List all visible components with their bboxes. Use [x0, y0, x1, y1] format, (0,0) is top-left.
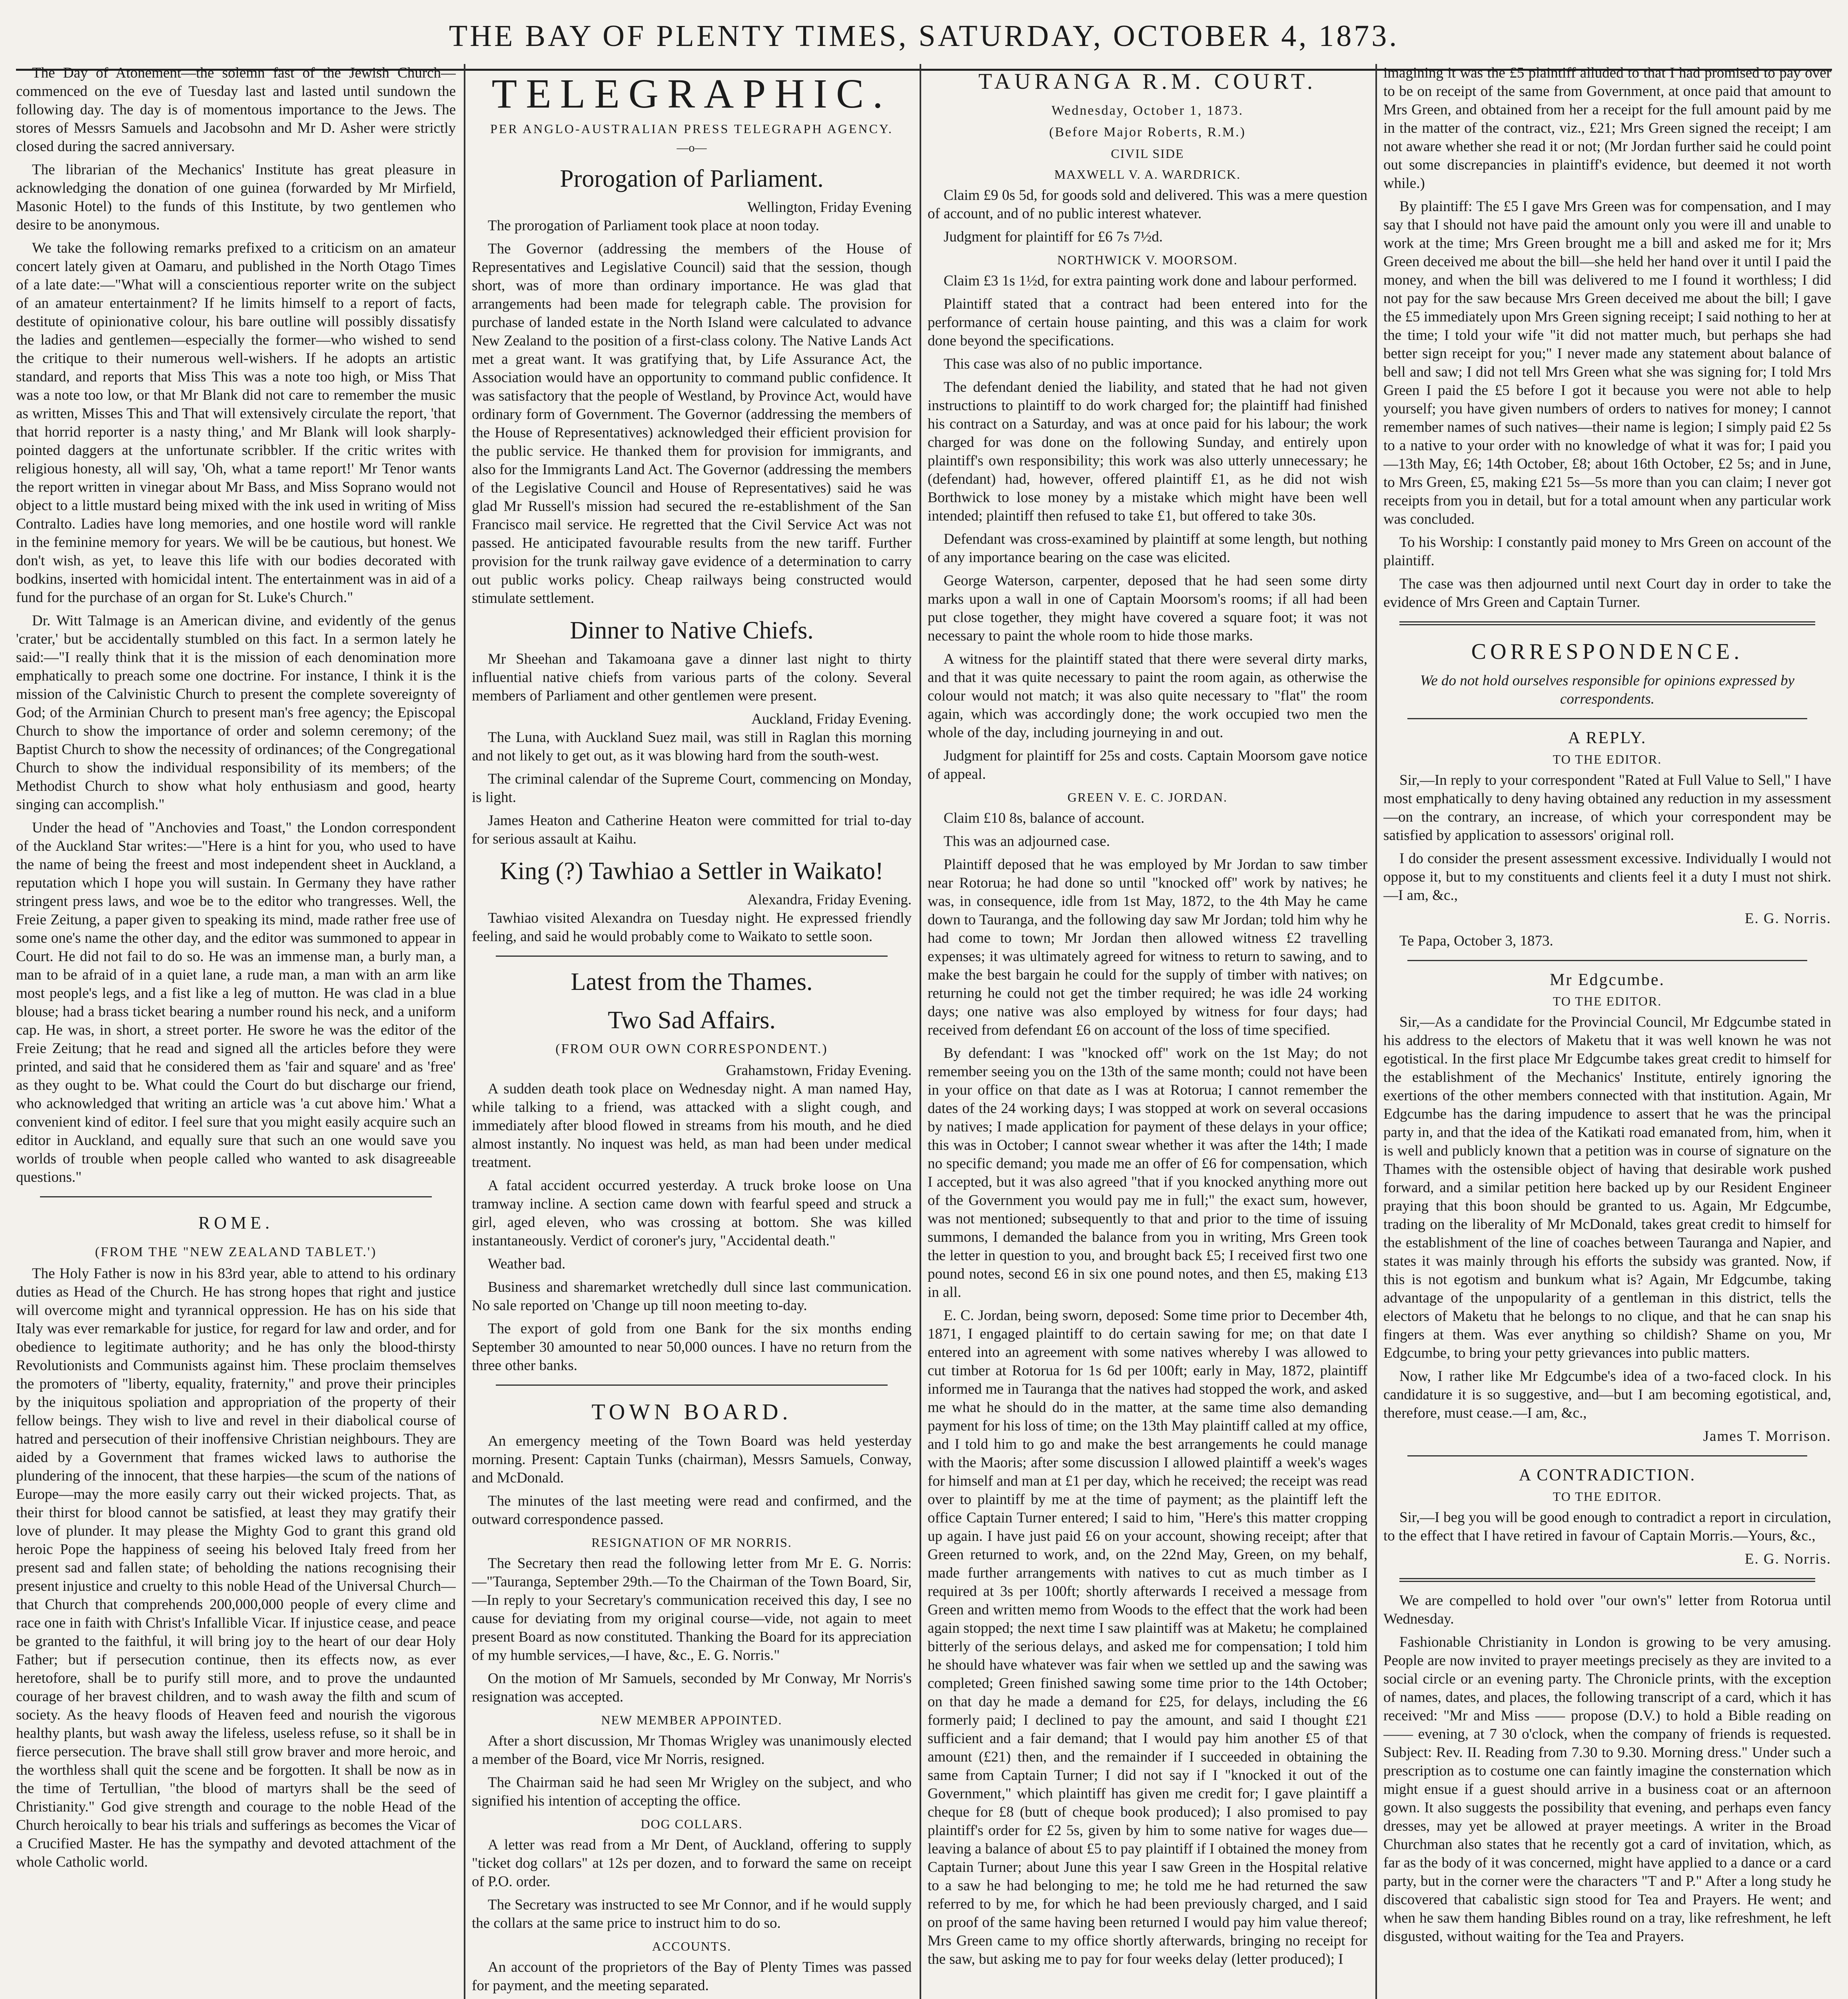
rome-source: (FROM THE "NEW ZEALAND TABLET.')	[95, 1245, 377, 1259]
court-continued-paragraph: By plaintiff: The £5 I gave Mrs Green was for compensation, and I may say that I should not have paid the amount only you were ill and unable to work at the time; Mrs Green brought me a bill and asked me for it; Mrs Green deceived me about the bill—she held her hand over it until I paid the money, and when the bill was delivered to me I found it worthless; I did not pay for the saw because Mrs Green deceived me about the bill; I gave the £5 immediately upon Mrs Green signing receipt; I said nothing to her at the time; I told your wife "it did not matter much, but perhaps she had better sign receipt for you;" I never made any statement about balance of bell and saw; I did not tell Mrs Green what she was signing for; I told Mrs Green I paid the £5 before I got it because you were not able to help yourself; you have given numbers of orders to natives for money; I cannot remember names of such natives—their name is legion; I simply paid £2 5s to a native to your order with no knowledge of what it was for; I paid you—13th May, £6; 14th October, £8; about 16th October, £2 5s; and in June, to Mrs Green, £5, making £21 5s—5s more than you can claim; I never got receipts from you in detail, but for a total amount when any particular work was concluded.	[1383, 198, 1831, 527]
column-rule-3	[1375, 64, 1377, 1999]
board-paragraph: An account of the proprietors of the Bay of Plenty Times was passed for payment, and the meeting separated.	[472, 1959, 912, 1994]
court-paragraph: This case was also of no public importance.	[944, 356, 1203, 372]
court-paragraph: Claim £10 8s, balance of account.	[944, 810, 1145, 826]
court-paragraph: This was an adjourned case.	[944, 833, 1110, 850]
tele-paragraph: Mr Sheehan and Takamoana gave a dinner last night to thirty influential native chiefs from various parts of the colony. Several members of Parliament and other gentlemen were present.	[472, 651, 912, 704]
letter-heading-edgcumbe: Mr Edgcumbe.	[1550, 971, 1665, 989]
town-board-heading: TOWN BOARD.	[591, 1400, 792, 1424]
signature: James T. Morrison.	[1703, 1428, 1831, 1444]
column-1	[16, 64, 456, 1999]
rome-paragraph: The Holy Father is now in his 83rd year, able to attend to his ordinary duties as Head of the Church. He has strong hopes that right and justice will overcome might and tyrannical oppression. He has on his side that Italy was ever remarkable for justice, for regard for law and order, and for obedience to legitimate authority; and he has only the blood-thirsty Revolutionists and Communists against him. These proclaim themselves the promoters of "liberty, equality, fraternity," and prove their principles by the iniquitous spoliation and appropriation of the property of their fellow beings. They wish to live and revel in their diabolical course of hatred and persecution of their inoffensive Christian neighbours. They are aided by a Government that frames wicked laws to authorise the plundering of the innocent, that these harpies—the scum of the nations of Europe—may the more easily carry out their wicked projects. That, as their thirst for blood cannot be satisfied, at least they may gratify their love of plunder. It may please the Mighty God to grant this grand old heroic Pope the happiness of seeing his beloved Italy freed from her present sad and fallen state; of beholding the nations recognising their present injustice and cruelty to this noble Head of the Universal Church—that Church that comprehends 200,000,000 people of every clime and race one in faith with Christ's Infallible Vicar. If injustice cease, and peace be granted to the faithful, it will bring joy to the heart of our dear Holy Father; but if persecution continue, then its effects now, as ever heretofore, shall be to purify still more, and to prove the undaunted courage of her bravest children, and to wash away the filth and scum of society. As the heavy floods of Heaven feed and nourish the vigorous healthy plants, but wash away the lifeless, useless refuse, so it shall be in fierce persecution. The brave shall still grow braver and more heroic, and the worthless shall quit the scene and be forgotten. It shall be now as in the time of Tertullian, "the blood of martyrs shall be the seed of Christianity." God give strength and courage to the noble Head of the Church heroically to bear his trials and sufferings as becomes the Vicar of a Crucified Master. He has the sympathy and devoted attachment of the whole Catholic world.	[16, 1265, 456, 1870]
separator	[40, 1196, 432, 1197]
correspondent-source: (FROM OUR OWN CORRESPONDENT.)	[555, 1041, 828, 1056]
thames-paragraph: Weather bad.	[488, 1256, 566, 1272]
subhead-accounts: ACCOUNTS.	[652, 1939, 732, 1953]
tawhiao-heading: King (?) Tawhiao a Settler in Waikato!	[500, 858, 884, 885]
agency-line: PER ANGLO-AUSTRALIAN PRESS TELEGRAPH AGENCY.	[490, 122, 893, 136]
to-the-editor: TO THE EDITOR.	[1553, 994, 1662, 1008]
letter-place: Te Papa, October 3, 1873.	[1399, 933, 1553, 949]
tele-paragraph: Tawhiao visited Alexandra on Tuesday night. He expressed friendly feeling, and said he would probably come to Waikato to settle soon.	[472, 910, 912, 945]
tele-paragraph: The Luna, with Auckland Suez mail, was still in Raglan this morning and not likely to get out, as it was blowing hard from the south-west.	[472, 729, 912, 764]
concert-paragraph: We take the following remarks prefixed to a criticism on an amateur concert lately given at Oamaru, and published in the North Otago Times of a late date:—"What will a conscientious reporter write on the subject of an amateur entertainment? If he limits himself to a report of facts, destitute of opinionative colour, his bare outline will possibly dissatisfy the ladies and gentlemen—especially the former—who wished to send the critique to their numerous well-wishers. If he adopts an artistic standard, and reports that Miss This was a note too high, or Miss That was a note too low, or that Mr Blank did not care to remember the music as written, Misses This and That will extensively circulate the report, 'that that horrid reporter is a nasty thing,' and Mr Blank will look sharply-pointed daggers at the unfortunate scribbler. If the critic writes with religious honesty, all will say, 'Oh, what a tame report!' Mr Tenor wants the report written in vinegar about Mr Bass, and Miss Soprano would not object to a little mustard being mixed with the ink used in writing of Miss Contralto. Ladies have long memories, and one hostile word will rankle in the feminine memory for years. We will be be cautious, but honest. We don't wish, as yet, to leave this life with our bodies decorated with bodkins, inserted with homicidal intent. The entertainment was in aid of a fund for the purchase of an organ for St. Luke's Church."	[16, 240, 456, 606]
separator	[1407, 1455, 1807, 1456]
column-4	[1383, 64, 1831, 1999]
court-continued-paragraph: The case was then adjourned until next Court day in order to take the evidence of Mrs Green and Captain Turner.	[1383, 576, 1831, 610]
court-paragraph: By defendant: I was "knocked off" work on the 1st May; do not remember seeing you on the 13th of the same month; could not have been in your office on that date as I was at Rotorua; I cannot remember the dates of the 24 working days; I was stopped at work on several occasions by natives; I made application for payment of these delays in your office; this was in October; I cannot swear whether it was after the 14th; I made no specific demand; you made me an offer of £6 for compensation, which I accepted, but it was also agreed "that if you knocked anything more out of the Government you would pay me in full;" the exact sum, however, was not mentioned; subsequently to that and prior to the time of issuing summons, I demanded the balance from you in writing, Mrs Green took the letter in question to you, and brought back £5; I received first two one pound notes, second £6 in six one pound notes, and then £5, making £13 in all.	[928, 1045, 1367, 1301]
librarian-paragraph: The librarian of the Mechanics' Institute has great pleasure in acknowledging the donation of one guinea (forwarded by Mr Mirfield, Masonic Hotel) to the funds of this Institute, by two gentlemen who desire to be anonymous.	[16, 162, 456, 233]
board-paragraph: On the motion of Mr Samuels, seconded by Mr Conway, Mr Norris's resignation was accepted.	[472, 1670, 912, 1705]
court-paragraph: Claim £3 1s 1½d, for extra painting work done and labour performed.	[944, 273, 1357, 289]
dateline-alexandra: Alexandra, Friday Evening.	[747, 892, 912, 908]
tele-paragraph: The criminal calendar of the Supreme Court, commencing on Monday, is light.	[472, 771, 912, 806]
signature: E. G. Norris.	[1744, 910, 1831, 927]
thames-paragraph: A fatal accident occurred yesterday. A truck broke loose on Una tramway incline. A section came down with fearful speed and struck a girl, aged eleven, who was crossing at bottom. She was killed instantaneously. Verdict of coroner's jury, "Accidental death."	[472, 1177, 912, 1249]
news-paragraph: We are compelled to hold over "our own's" letter from Rotorua until Wednesday.	[1383, 1592, 1831, 1627]
board-paragraph: An emergency meeting of the Town Board was held yesterday morning. Present: Captain Tunks (chairman), Messrs Samuels, Conway, and McDonald.	[472, 1433, 912, 1486]
court-continued-paragraph: To his Worship: I constantly paid money to Mrs Green on account of the plaintiff.	[1383, 534, 1831, 569]
court-paragraph: The defendant denied the liability, and stated that he had not given instructions to plaintiff to do work charged for; the plaintiff had finished his contract on a Saturday, and was at once paid for his labour; the work charged for was done on the following Sunday, and entirely upon plaintiff's own responsibility; this work was also utterly unnecessary; he (defendant) had, however, offered plaintiff £1, as he did not wish Borthwick to lose money by a mistake which might have been well intended; plaintiff then refused to take £1, but offered to take 30s.	[928, 379, 1367, 524]
prorogation-heading: Prorogation of Parliament.	[560, 165, 824, 192]
dinner-heading: Dinner to Native Chiefs.	[570, 617, 814, 644]
tele-paragraph: The Governor (addressing the members of the House of Representatives and Legislative Council) said that the session, though short, was of more than ordinary importance. He was glad that arrangements had been made for telegraph cable. The provision for purchase of landed estate in the North Island were calculated to advance New Zealand to the position of a first-class colony. The Native Lands Act met a great want. It was gratifying that, by Life Assurance Act, the Association would have an opportunity to command public confidence. It was satisfactory that the people of Westland, by Province Act, would have ordinary form of Government. The Governor (addressing the members of the House of Representatives) acknowledged their efficient provision for the public service. He thanked them for provision for immigrants, and also for the Immigrants Land Act. The Governor (addressing the members of the Legislative Council and House of Representatives) said he was glad Mr Russell's mission had secured the re-establishment of the San Francisco mail service. He regretted that the Civil Service Act was not passed. He anticipated favourable results from the new tariff. Further provision for the trunk railway gave evidence of a determination to carry out public works policy. Cheap railways being constructed would stimulate settlement.	[472, 241, 912, 606]
case-title: GREEN V. E. C. JORDAN.	[1067, 790, 1228, 804]
separator	[1407, 960, 1807, 961]
court-continued-paragraph: imagining it was the £5 plaintiff alluded to that I had promised to pay over to be on receipt of the same from Government, at once paid that amount to Mrs Green, and obtained from her a receipt for the full amount paid by me in the matter of the contract, viz., £21; Mrs Green signed the receipt; I am not aware whether she read it or not; (Mr Jordan further said he could point out some discrepancies in plaintiff's evidence, but deemed it not worth while.)	[1383, 65, 1831, 192]
civil-side: CIVIL SIDE	[1111, 146, 1184, 161]
court-paragraph: Claim £9 0s 5d, for goods sold and delivered. This was a mere question of account, and of no public interest whatever.	[928, 187, 1367, 222]
board-paragraph: After a short discussion, Mr Thomas Wrigley was unanimously elected a member of the Board, vice Mr Norris, resigned.	[472, 1733, 912, 1768]
subhead-dog-collars: DOG COLLARS.	[641, 1817, 743, 1831]
news-paragraph: Fashionable Christianity in London is growing to be very amusing. People are now invited to prayer meetings precisely as they are invited to a social circle or an evening party. The Chronicle prints, with the exception of names, dates, and places, the following transcript of a card, which it has received: "Mr and Miss —— propose (D.V.) to hold a Bible reading on —— evening, at 7 30 o'clock, when the company of friends is requested. Subject: Rev. II. Reading from 7.30 to 9.30. Morning dress." Under such a prescription as to costume one can faintly imagine the consternation which might ensue if a guest should arrive in a business coat or an afternoon gown. It also suggests the possibility that evening, and perhaps even fancy dresses, may yet be allowed at prayer meetings. A writer in the Broad Churchman also states that he recently got a card of invitation, which, as far as the body of it was concerned, might have applied to a dance or a card party, but in the corner were the characters "T and P." After a long study he discovered that cabalistic sign stood for Tea and Prayers. He went; and when he saw them handing Bibles round on a tray, like refreshment, he left disgusted, without waiting for the Tea and Prayers.	[1383, 1634, 1831, 1945]
letter-paragraph: I do consider the present assessment excessive. Individually I would not oppose it, but to my constituents and clients feel it a duty I must not shirk.—I am, &c.,	[1383, 850, 1831, 904]
thames-paragraph: Business and sharemarket wretchedly dull since last communication. No sale reported on 'Change up till noon meeting to-day.	[472, 1279, 912, 1314]
court-paragraph: Judgment for plaintiff for £6 7s 7½d.	[944, 229, 1163, 245]
column-3	[928, 64, 1367, 1999]
telegraphic-title: TELEGRAPHIC.	[491, 71, 892, 117]
to-the-editor: TO THE EDITOR.	[1553, 752, 1662, 766]
rome-heading: ROME.	[198, 1213, 274, 1233]
sad-affairs-heading: Two Sad Affairs.	[608, 1007, 776, 1034]
board-paragraph: A letter was read from a Mr Dent, of Auckland, offering to supply "ticket dog collars" at 12s per dozen, and to forward the same on receipt of P.O. order.	[472, 1837, 912, 1890]
thames-heading: Latest from the Thames.	[571, 968, 813, 996]
court-paragraph: Judgment for plaintiff for 25s and costs. Captain Moorsom gave notice of appeal.	[928, 748, 1367, 782]
court-paragraph: E. C. Jordan, being sworn, deposed: Some time prior to December 4th, 1871, I engaged plaintiff to do certain sawing for me; on that date I entered into an agreement with some natives whereby I was allowed to cut timber at Rotorua for 1s 6d per 100ft; early in May, 1872, plaintiff informed me in Tauranga that the natives had stopped the work, and asked me what he should do in the matter, at the same time also demanding payment for his loss of time; on the 13th May plaintiff called at my office, and I told him to go and make the best arrangements he could manage with the Maoris; after some discussion I allowed plaintiff a week's wages for himself and man at £1 per day, which he received; the receipt was read over to plaintiff by me at the time of payment; as the plaintiff left the office Captain Turner entered; I said to him, "Here's this matter cropping up again. I have just paid £6 on your account, showing receipt; after that Green returned to work, and, on the 22nd May, Green, on my behalf, made further arrangements with natives to cut as much timber as I required at 3s per 100ft; shortly afterwards I received a message from Green and written memo from Woods to the effect that the work had been again stopped; the next time I saw plaintiff was at Maketu; he complained bitterly of the serious delays, and asked me for compensation; I told him he should have whatever was fair when we settled up and the sawing was completed; Green finished sawing some time prior to the 14th October; on that day he made a demand for £25, for delays, including the £6 formerly paid; I declined to pay the amount, and said I thought £21 sufficient and a fair demand; that I would pay him another £5 of that amount (£21) then, and the remainder if I succeeded in obtaining the same from Captain Turner; I did not say if I "knocked it out of the Government," which plaintiff has given me credit for; I gave plaintiff a cheque for £8 (butt of cheque book produced); I also promised to pay plaintiff's order for £2 5s, given by him to some native for wages due—leaving a balance of about £5 to pay plaintiff if I obtained the money from Captain Turner; about June this year I saw Green in the Hospital relative to a saw he had belonging to me; he told me he had returned the saw referred to by me, for which he had been previously charged, and I said on proof of the same having been returned I would pay him value thereof; Mrs Green came to my office shortly afterwards, bringing no receipt for the saw, but asking me to pay for four weeks delay (letter produced); I	[928, 1307, 1367, 1967]
court-paragraph: Defendant was cross-examined by plaintiff at some length, but nothing of any importance bearing on the case was elicited.	[928, 531, 1367, 566]
masthead-title: THE BAY OF PLENTY TIMES, SATURDAY, OCTOBER 4, 1873.	[449, 19, 1399, 53]
board-paragraph: The minutes of the last meeting were read and confirmed, and the outward correspondence passed.	[472, 1493, 912, 1528]
board-paragraph: The Secretary was instructed to see Mr Connor, and if he would supply the collars at the same price to instruct him to do so.	[472, 1897, 912, 1931]
thames-paragraph: A sudden death took place on Wednesday night. A man named Hay, while talking to a friend, was attacked with a slight cough, and immediately after blood flowed in streams from his mouth, and he died almost instantly. No inquest was held, as man had been under medical treatment.	[472, 1081, 912, 1171]
double-rule	[1399, 621, 1815, 625]
letter-paragraph: Sir,—I beg you will be good enough to contradict a report in circulation, to the effect that I have retired in favour of Captain Morris.—Yours, &c.,	[1383, 1509, 1831, 1544]
case-title: MAXWELL V. A. WARDRICK.	[1054, 167, 1241, 182]
court-paragraph: George Waterson, carpenter, deposed that he had seen some dirty marks upon a wall in one of Captain Moorsom's rooms; if all had been put close together, they might have covered a square foot; it was not necessary to paint the whole room to hide those marks.	[928, 573, 1367, 644]
dateline-wellington: Wellington, Friday Evening	[747, 199, 912, 215]
talmage-paragraph: Dr. Witt Talmage is an American divine, and evidently of the genus 'crater,' but be accidentally stumbled on this fact. In a sermon lately he said:—"I really think that it is the mission of each denomination more emphatically to preach some one doctrine. For instance, I think it is the mission of the Calvinistic Church to present the complete sovereignty of God; of the Arminian Church to present man's free agency; the Episcopal Church to show the importance of order and solemn ceremony; of the Baptist Church to show the necessity of ordinances; of the Congregational Church to show the individual responsibility of its members; of the Methodist Church to show what holy enthusiasm and good, hearty singing can accomplish."	[16, 612, 456, 813]
dateline-grahamstown: Grahamstown, Friday Evening.	[726, 1062, 912, 1079]
subhead-resignation: RESIGNATION OF MR NORRIS.	[591, 1535, 792, 1550]
letter-heading-contradiction: A CONTRADICTION.	[1519, 1466, 1696, 1484]
board-paragraph: The Chairman said he had seen Mr Wrigley on the subject, and who signified his intention of accepting the office.	[472, 1774, 912, 1809]
letter-heading-reply: A REPLY.	[1568, 729, 1647, 747]
letter-paragraph: Sir,—In reply to your correspondent "Rated at Full Value to Sell," I have most emphatically to deny having obtained any reduction in my assessment—on the contrary, an increase, of which your correspondent may be satisfied by application to assessors' original roll.	[1383, 772, 1831, 844]
column-rule-1	[464, 64, 465, 1999]
case-title: NORTHWICK V. MOORSOM.	[1057, 253, 1238, 267]
court-paragraph: Plaintiff deposed that he was employed by Mr Jordan to saw timber near Rotorua; he had done so until "knocked off" work by natives; he was, in consequence, idle from 1st May, 1872, to the 4th May he came down to Tauranga, and the following day saw Mr Jordan; told him why he had come to town; Mr Jordan then allowed witness £2 travelling expenses; it was ultimately agreed for witness to return to sawing, and to make the best bargain he could for the supply of timber with natives; on returning he could not get the timber required; he was idle 24 working days; one native was also employed by witness for four days; had received from defendant £6 on account of the loss of time specified.	[928, 856, 1367, 1038]
signature: E. G. Norris.	[1744, 1551, 1831, 1567]
letter-paragraph: Now, I rather like Mr Edgcumbe's idea of a two-faced clock. In his candidature it is so suggestive, and—but I am becoming egotistical, and, therefore, must cease.—I am, &c.,	[1383, 1368, 1831, 1421]
column-2	[472, 64, 912, 1999]
board-paragraph: The Secretary then read the following letter from Mr E. G. Norris:—"Tauranga, September 29th.—To the Chairman of the Town Board, Sir,—In reply to your Secretary's communication received this day, I see no cause for deviating from my original course—vide, not again to meet present Board as now constituted. Thanking the Board for its appreciation of my humble services,—I have, &c., E. G. Norris."	[472, 1555, 912, 1664]
separator	[496, 956, 888, 957]
court-paragraph: A witness for the plaintiff stated that there were several dirty marks, and that it was quite necessary to paint the room again, as otherwise the colour would not match; it was also quite necessary to "flat" the room again, which was accordingly done; the work occupied two men the whole of the day, including journeying in and out.	[928, 651, 1367, 741]
correspondence-heading: CORRESPONDENCE.	[1471, 639, 1744, 664]
disclaimer: We do not hold ourselves responsible for opinions expressed by correspondents.	[1420, 672, 1795, 707]
dateline-auckland: Auckland, Friday Evening.	[751, 711, 912, 727]
separator	[1407, 718, 1807, 719]
tele-paragraph: The prorogation of Parliament took place at noon today.	[488, 217, 819, 234]
court-paragraph: Plaintiff stated that a contract had been entered into for the performance of certain house painting, and this was a claim for work done beyond the specifications.	[928, 296, 1367, 349]
column-rule-2	[920, 64, 921, 1999]
court-heading: TAURANGA R.M. COURT.	[978, 69, 1317, 94]
letter-paragraph: Sir,—As a candidate for the Provincial Council, Mr Edgcumbe stated in his address to the electors of Maketu that it was well known he was not egotistical. In the first place Mr Edgcumbe takes great credit to himself for the establishment of the Mechanics' Institute, entirely ignoring the exertions of the other members connected with that institution. Again, Mr Edgcumbe has the daring impudence to assert that he was the principal party in, and that the idea of the Katikati road emanated from, him, when it is well and publicly known that a petition was in course of signature on the Thames with the ostensible object of having that desirable work pushed forward, and a similar petition here backed up by our Resident Engineer praying that this boon should be granted to us. Again, Mr Edgcumbe, trading on the liberality of Mr McDonald, takes great credit to himself for the establishment of the line of coaches between Tauranga and Napier, and states it was mainly through his efforts the subsidy was granted. Now, if this is not egotism and bunkum what is? Again, Mr Edgcumbe, taking advantage of the unpopularity of a gentleman in this district, tells the electors of Maketu that he belongs to no clique, and that he can snap his fingers at them. Was ever anything so childish? Shame on you, Mr Edgcumbe, to bring your petty grievances into public matters.	[1383, 1014, 1831, 1361]
subhead-new-member: NEW MEMBER APPOINTED.	[601, 1713, 782, 1727]
anchovies-paragraph: Under the head of "Anchovies and Toast," the London correspondent of the Auckland Star writes:—"Here is a hint for you, who used to have the name of being the freest and most independent sheet in Auckland, a reputation which I hope you will sustain. In Germany they have rather stringent press laws, and woe be to the editor who trangresses. Well, the Freie Zeitung, a paper given to speaking its mind, made rather free use of some one's name the other day, and the editor was summoned to appear in Court. He did not fail to do so. He was an immense man, a burly man, a man to be afraid of in a quiet lane, a rude man, a man with an arm like most people's legs, and a fist like a leg of mutton. He was clad in a blue blouse; had a brass ticket bearing a number round his neck, and a uniform cap. He was, in short, a street porter. He swore he was the editor of the Freie Zeitung; that he read and signed all the articles before they were printed, and said that he considered them as 'fair and square' and as 'free' as they ought to be. What could the Court do but discharge our friend, who acknowledged that writing an article was 'a cut above him.' What a convenient kind of editor. I feel sure that you might easily acquire such an editor in Auckland, and equally sure that such an one would save you worlds of trouble when people called who wanted to ask disagreeable questions."	[16, 820, 456, 1185]
court-before: (Before Major Roberts, R.M.)	[1049, 125, 1246, 140]
tele-paragraph: James Heaton and Catherine Heaton were committed for trial to-day for serious assault at Kaihu.	[472, 812, 912, 847]
masthead	[0, 12, 1848, 68]
separator	[496, 1385, 888, 1386]
atonement-paragraph: The Day of Atonement—the solemn fast of the Jewish Church—commenced on the eve of Tuesday last and lasted until sundown the following day. The day is of momentous importance to the Jews. The stores of Messrs Samuels and Jacobsohn and Mr D. Asher were strictly closed during the sacred anniversary.	[16, 65, 456, 155]
thames-paragraph: The export of gold from one Bank for the six months ending September 30 amounted to near 50,000 ounces. I have no return from the three other banks.	[472, 1321, 912, 1374]
to-the-editor: TO THE EDITOR.	[1553, 1489, 1662, 1504]
double-rule	[1399, 1578, 1815, 1582]
court-date: Wednesday, October 1, 1873.	[1051, 103, 1244, 118]
ornament-separator: —o—	[677, 141, 707, 154]
